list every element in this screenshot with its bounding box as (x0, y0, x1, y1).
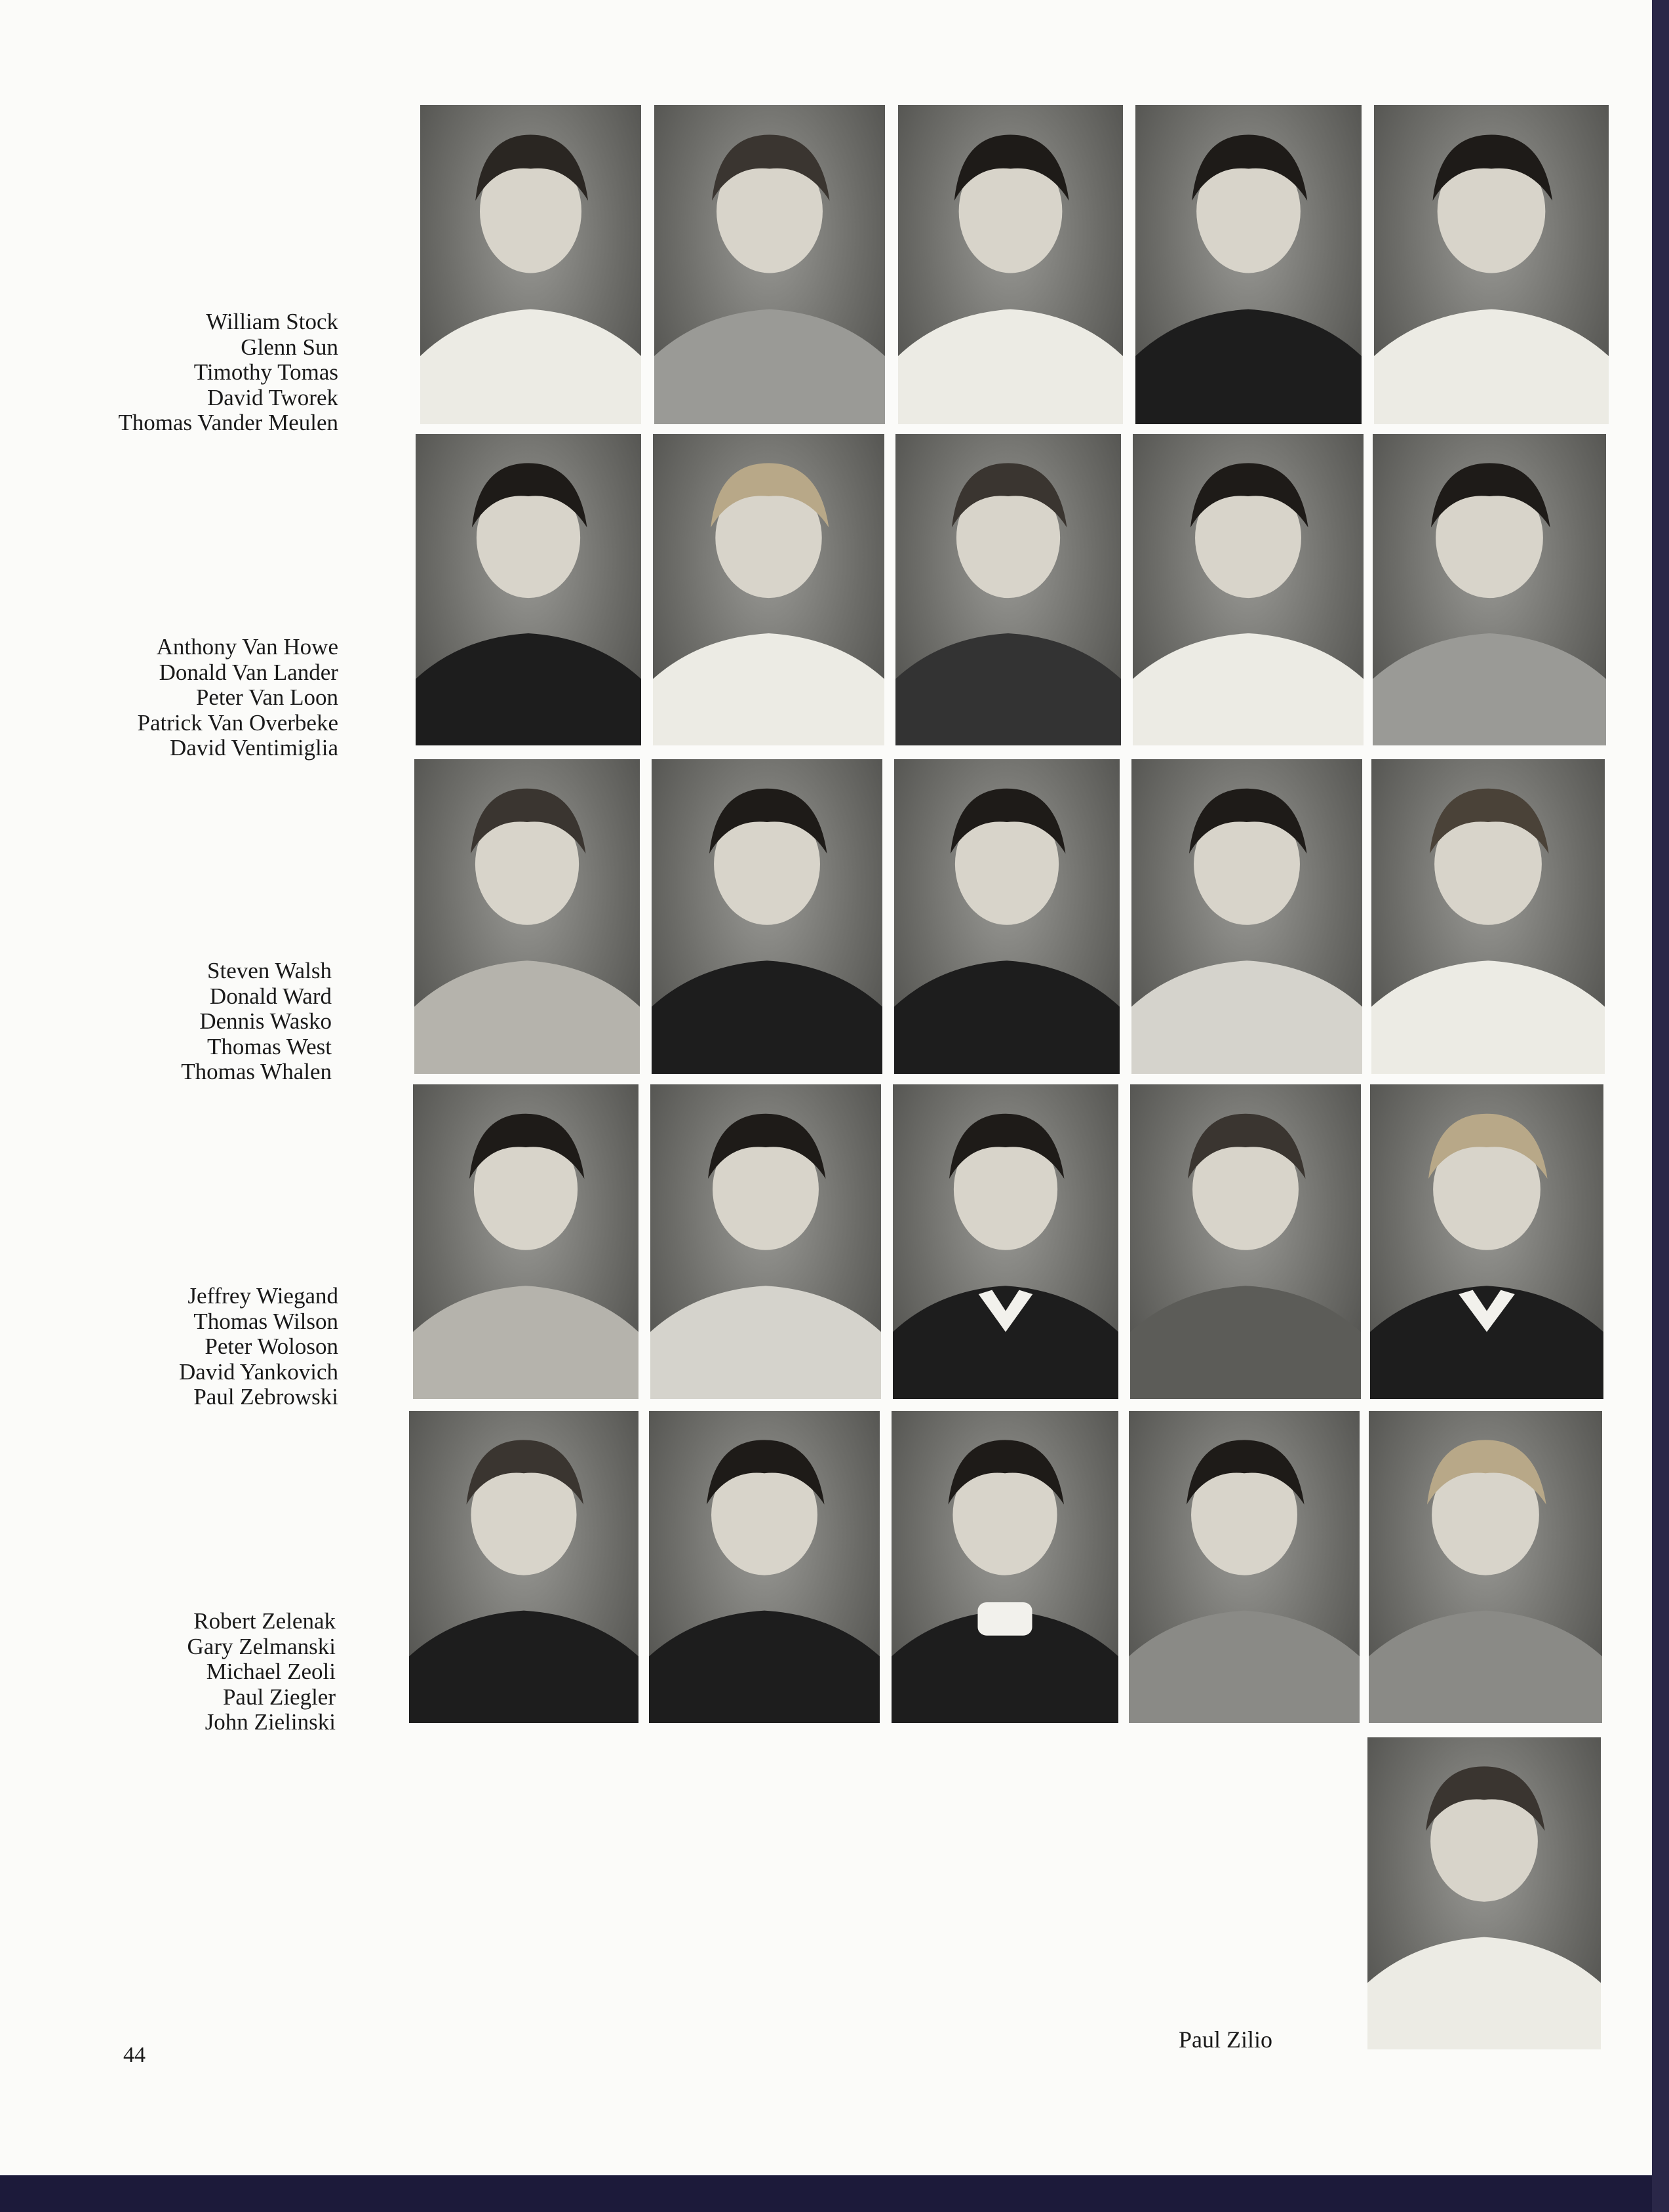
student-name: Peter Woloson (205, 1333, 338, 1359)
student-name: Anthony Van Howe (156, 634, 338, 660)
student-photo (416, 434, 641, 745)
student-photo (649, 1411, 880, 1723)
student-name: Steven Walsh (207, 958, 332, 983)
student-name: Robert Zelenak (193, 1608, 336, 1634)
student-photo (654, 105, 885, 424)
student-name: Thomas Whalen (181, 1059, 332, 1084)
page-number: 44 (123, 2043, 146, 2067)
student-photo (894, 759, 1120, 1074)
student-photo (898, 105, 1123, 424)
student-photo (409, 1411, 638, 1723)
student-name: Patrick Van Overbeke (137, 709, 338, 736)
student-name: Michael Zeoli (206, 1659, 336, 1684)
student-name: Gary Zelmanski (187, 1633, 336, 1659)
name-list-row-1 (118, 309, 338, 436)
student-name: Donald Van Lander (159, 659, 338, 685)
student-photo (652, 759, 882, 1074)
student-name: Thomas Vander Meulen (118, 410, 338, 435)
student-photo (1367, 1737, 1601, 2049)
student-photo (1373, 434, 1606, 745)
student-photo (653, 434, 884, 745)
student-photo (1374, 105, 1609, 424)
student-name: Jeffrey Wiegand (187, 1283, 338, 1309)
student-photo (1129, 1411, 1360, 1723)
student-name: David Yankovich (178, 1358, 338, 1385)
student-photo (1131, 759, 1362, 1074)
student-name: Paul Ziegler (222, 1684, 336, 1710)
student-photo (892, 1411, 1118, 1723)
student-photo (414, 759, 640, 1074)
name-list-row-2 (138, 635, 338, 761)
student-photo (650, 1084, 881, 1399)
student-name: Glenn Sun (241, 334, 338, 360)
student-name: William Stock (206, 309, 338, 334)
student-photo (1133, 434, 1364, 745)
student-photo (420, 105, 641, 424)
student-name: Dennis Wasko (199, 1008, 332, 1034)
student-name: Paul Zilio (1179, 2026, 1272, 2053)
student-name: Thomas West (207, 1033, 332, 1059)
name-list-row-4 (179, 1284, 338, 1410)
student-name: John Zielinski (205, 1709, 336, 1735)
student-photo (1370, 1084, 1603, 1399)
student-name: Thomas Wilson (193, 1308, 338, 1334)
student-photo (413, 1084, 638, 1399)
student-name: Peter Van Loon (195, 684, 338, 710)
student-photo (893, 1084, 1118, 1399)
student-photo (1130, 1084, 1361, 1399)
student-name: Paul Zebrowski (193, 1384, 338, 1410)
student-photo (1371, 759, 1605, 1074)
student-name: David Tworek (206, 384, 338, 410)
student-name: David Ventimiglia (170, 735, 338, 760)
name-list-row-5 (187, 1609, 336, 1735)
name-list-row-3 (181, 958, 332, 1085)
student-photo (1369, 1411, 1602, 1723)
page-edge (1652, 0, 1669, 2212)
student-photo (895, 434, 1121, 745)
student-photo (1135, 105, 1362, 424)
student-name: Donald Ward (209, 983, 332, 1009)
student-name: Timothy Tomas (193, 359, 338, 385)
